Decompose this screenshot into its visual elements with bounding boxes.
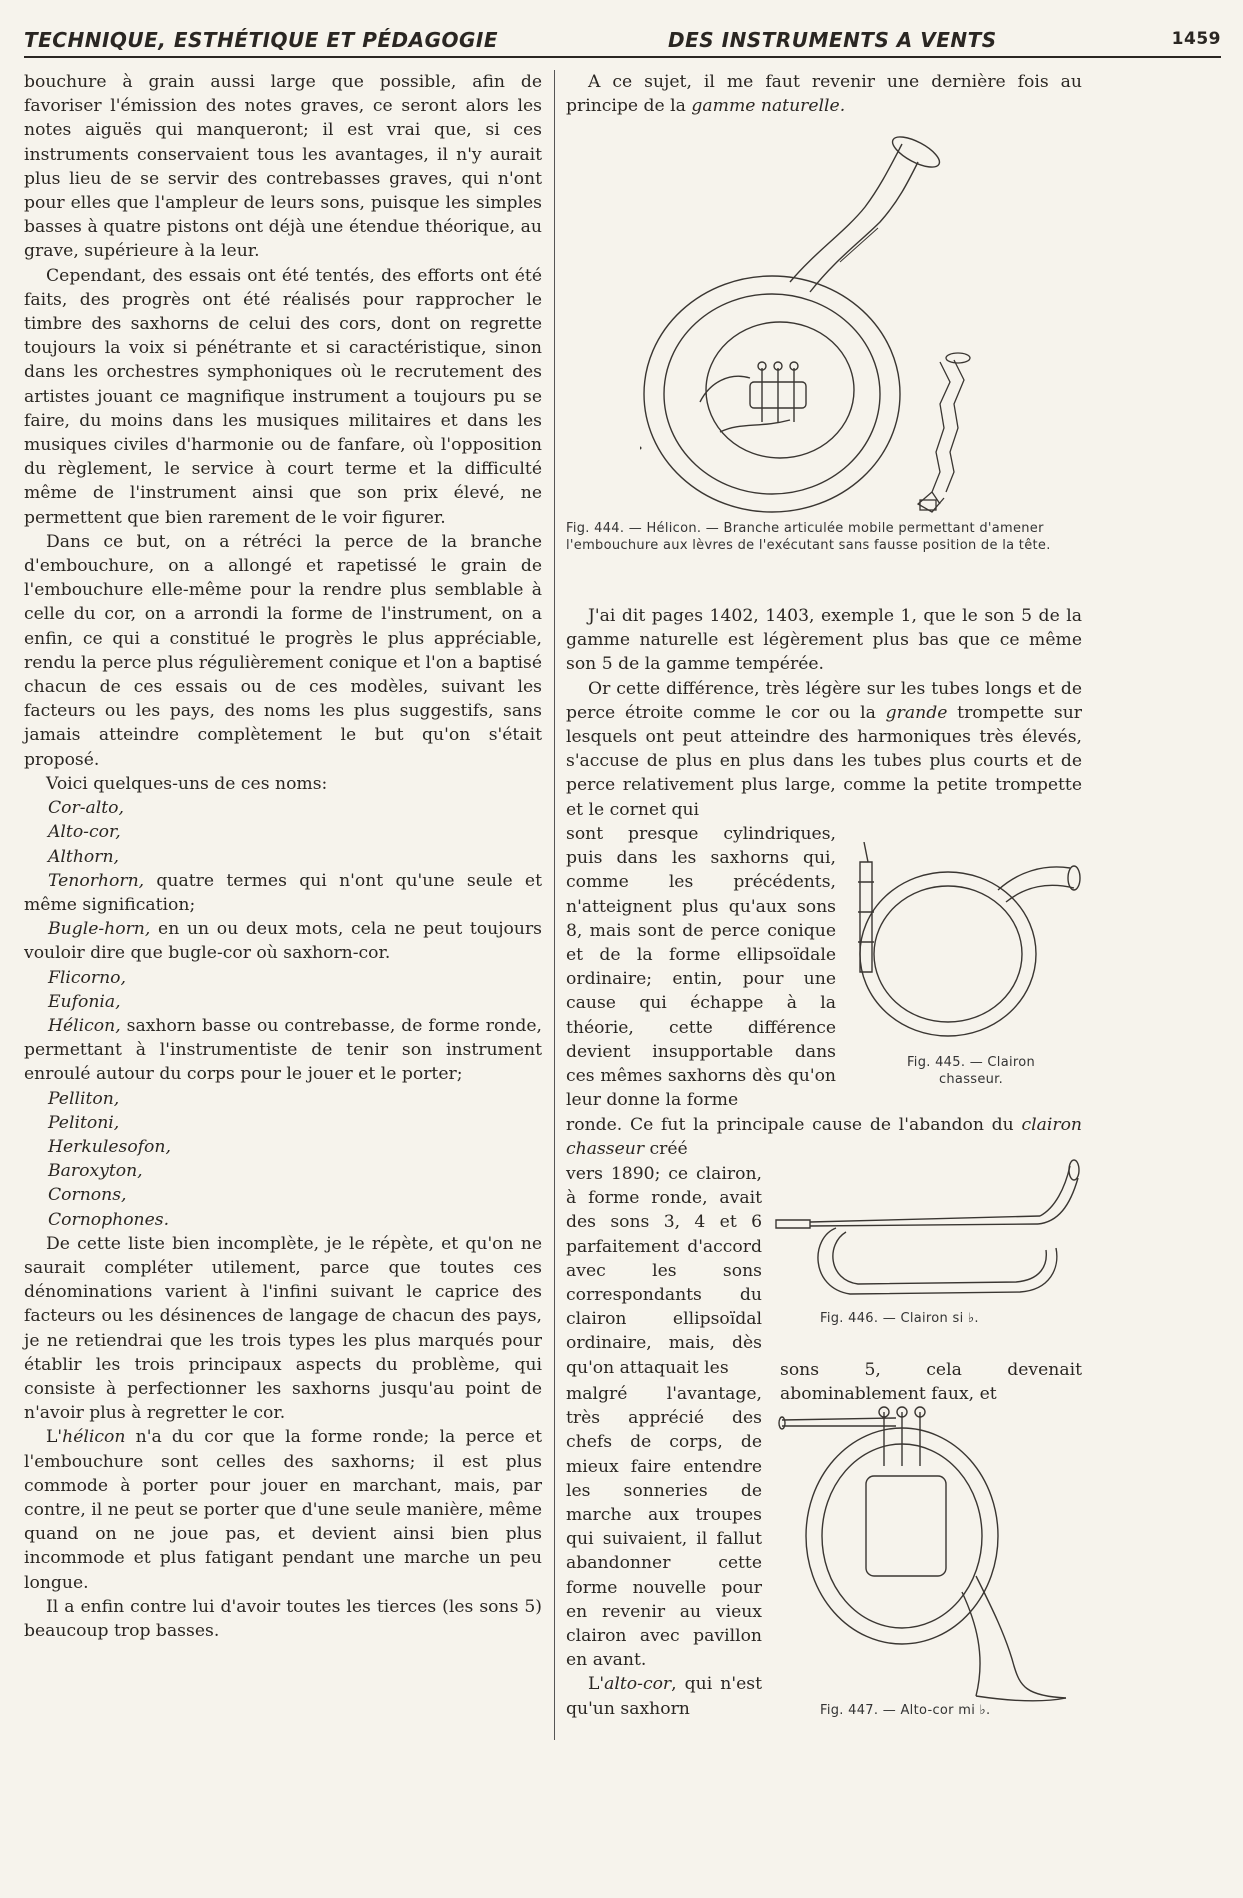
page-number: 1459 — [1171, 29, 1221, 49]
paragraph: Dans ce but, on a rétréci la perce de la branche d'embouchure, on a allongé et rapetissé le grain de l'embouchure elle-même pour la rendre plus semblable à celle du cor, on a arrondi la forme de l'instrument, on a enfin, ce qui a constitué le progrès le plus appréciable, rendu la perce plus régulièrement conique et l'on a baptisé chacun de ces essais ou de ces modèles, suivant les facteurs ou les pays, des noms les plus suggestifs, sans jamais atteindre complètement le but qu'on s'était proposé. — [24, 531, 542, 770]
text-run: trompette sur lesquels ont peut atteindre des harmoniques très élevés, s'accuse de plus en plus dans les tubes plus courts et de perce relativement plus large, comme la petite trompette et le cornet qui — [566, 702, 1082, 820]
figure-caption: Fig. 445. — Clairon chasseur. — [906, 1055, 1036, 1087]
name-list-item: Baroxyton, — [48, 1161, 143, 1182]
clairon-bflat-drawing — [770, 1158, 1080, 1308]
name-list-item — [24, 917, 542, 965]
paragraph-continuation: vers 1890; ce clairon, à forme ronde, avait des sons 3, 4 et 6 parfaitement d'accord avec les sons correspondants du clairon ellipsoïdal ordinaire, mais, dès qu'on attaquait les — [566, 1164, 762, 1378]
text-run: L' — [46, 1427, 63, 1448]
right-column-text-narrow — [566, 822, 836, 1112]
figure-caption: Fig. 447. — Alto-cor mi ♭. — [820, 1703, 991, 1718]
paragraph — [566, 70, 1082, 118]
left-column — [24, 70, 542, 1643]
text-run: créé — [644, 1139, 688, 1160]
paragraph — [566, 1672, 762, 1720]
name-term: Hélicon, — [48, 1015, 121, 1036]
name-term: Bugle-horn, — [48, 919, 151, 940]
column-divider — [554, 70, 555, 1740]
paragraph-continuation — [566, 1113, 1082, 1161]
helicon-illustration — [640, 132, 1010, 517]
header-left-title: TECHNIQUE, ESTHÉTIQUE ET PÉDAGOGIE — [24, 28, 499, 52]
header-right-title: DES INSTRUMENTS A VENTS — [668, 28, 997, 52]
paragraph — [24, 1425, 542, 1594]
name-list-item: Pelliton, — [48, 1088, 120, 1109]
name-list-item: Cor-alto, — [48, 798, 124, 819]
text-run-italic: grande — [885, 702, 948, 723]
alto-cor-drawing — [776, 1406, 1076, 1706]
text-run: L' — [588, 1674, 605, 1695]
name-list-item: Alto-cor, — [48, 822, 121, 843]
name-list-item: Cornophones. — [48, 1209, 170, 1230]
name-list-item — [24, 1014, 542, 1087]
clairon-chasseur-drawing — [848, 842, 1088, 1052]
figure-caption: Fig. 446. — Clairon si ♭. — [820, 1311, 979, 1326]
paragraph: Voici quelques-uns de ces noms: — [46, 773, 328, 794]
name-list-item: Eufonia, — [48, 991, 121, 1012]
text-run: Or cette différence, très légère sur les tubes longs et de perce étroite comme le cor ou la — [566, 678, 1082, 723]
name-list-item: Pelitoni, — [48, 1112, 120, 1133]
paragraph: Il a enfin contre lui d'avoir toutes les tierces (les sons 5) beaucoup trop basses. — [24, 1596, 542, 1641]
right-column-text — [566, 604, 1082, 822]
paragraph: Cependant, des essais ont été tentés, des efforts ont été faits, des progrès ont été réalisés pour rapprocher le timbre des saxhorns de celui des cors, dont on regrette toujours la voix si pénétrante et si caractéristique, sinon dans les orchestres symphoniques où le recrutement des artistes jouant ce magnifique instrument a toujours pu se faire, du moins dans les musiques militaires et dans les musiques civiles d'harmonie ou de fanfare, où l'opposition du règlement, le service à court terme et la difficulté même de l'instrument ainsi que son prix élevé, ne permettent que bien rarement de le voir figurer. — [24, 265, 542, 528]
right-column-text — [566, 1113, 1082, 1161]
alto-cor-illustration — [776, 1406, 1076, 1706]
paragraph-continuation: sons 5, cela devenait abominablement faux, et — [780, 1360, 1082, 1405]
right-column-text-narrow — [566, 1382, 762, 1721]
right-column-intro — [566, 70, 1082, 118]
text-run-italic: gamme naturelle. — [691, 96, 846, 117]
name-list-item: Althorn, — [48, 846, 119, 867]
clairon-chasseur-illustration — [848, 842, 1088, 1052]
helicon-drawing — [640, 132, 1010, 517]
text-run-italic: clairon chasseur — [566, 1115, 1082, 1160]
text-run-italic: hélicon — [62, 1427, 126, 1448]
name-term: Tenorhorn, — [48, 870, 145, 891]
name-list-item: Cornons, — [48, 1185, 127, 1206]
text-run-italic: alto-cor — [604, 1674, 672, 1695]
figure-caption: Fig. 444. — Hélicon. — Branche articulée mobile permettant d'amener l'embouchure aux lèvres de l'exécutant sans fausse position de la tête. — [566, 521, 1051, 553]
text-run: A ce sujet, il me faut revenir une dernière fois au principe de la — [566, 72, 1082, 117]
text-run: , qui n'est qu'un saxhorn — [566, 1674, 762, 1719]
name-list-item: Herkulesofon, — [48, 1136, 171, 1157]
name-description: en un ou deux mots, cela ne peut toujours vouloir dire que bugle-cor où saxhorn-cor. — [24, 919, 542, 964]
paragraph: J'ai dit pages 1402, 1403, exemple 1, que le son 5 de la gamme naturelle est légèrement plus bas que ce même son 5 de la gamme tempérée. — [566, 606, 1082, 675]
paragraph — [566, 677, 1082, 822]
clairon-bflat-illustration — [770, 1158, 1080, 1308]
name-list-item — [24, 869, 542, 917]
name-description: saxhorn basse ou contrebasse, de forme ronde, permettant à l'instrumentiste de tenir son instrument enroulé autour du corps pour le jouer et le porter; — [24, 1015, 542, 1085]
running-header — [24, 26, 1221, 58]
paragraph: bouchure à grain aussi large que possible, afin de favoriser l'émission des notes graves, ce seront alors les notes aiguës qui manqueront; il est vrai que, si ces instruments conservaient tous les avantages, il n'y aurait plus lieu de se servir des contrebasses graves, qui n'ont pour elles que l'ampleur de leurs sons, puisque les simples basses à quatre pistons ont déjà une étendue théorique, au grave, supérieure à la leur. — [24, 72, 542, 262]
text-run: n'a du cor que la forme ronde; la perce et l'embouchure sont celles des saxhorns; il est plus commode à porter pour jouer en marchant, mais, par contre, il ne peut se porter que d'une seule manière, même quand on ne joue pas, et devient ainsi bien plus incommode et plus fatigant pendant une marche un peu longue. — [24, 1427, 542, 1593]
paragraph-continuation: sont presque cylindriques, puis dans les saxhorns qui, comme les précédents, n'atteignent plus qu'aux sons 8, mais sont de perce conique et de la forme ellipsoïdale ordinaire; entin, pour une cause qui échappe à la théorie, cette différence devient insupportable dans ces mêmes saxhorns dès qu'on leur donne la forme — [566, 824, 836, 1111]
paragraph: De cette liste bien incomplète, je le répète, et qu'on ne saurait compléter utilement, parce que toutes ces dénominations varient à l'infini suivant le caprice des facteurs ou les désinences de langage de chacun des pays, je ne retiendrai que les trois types les plus marqués pour établir les trois principaux aspects du problème, qui consiste à perfectionner les saxhorns jusqu'au point de n'avoir plus à regretter le cor. — [24, 1233, 542, 1424]
right-column-text — [780, 1358, 1082, 1406]
text-run: ronde. Ce fut la principale cause de l'abandon du — [566, 1115, 1022, 1135]
name-list-item: Flicorno, — [48, 967, 126, 988]
paragraph-continuation: malgré l'avantage, très apprécié des chefs de corps, de mieux faire entendre les sonneries de marche aux troupes qui suivaient, il fallut abandonner cette forme nouvelle pour en revenir au vieux clairon avec pavillon en avant. — [566, 1384, 762, 1671]
name-description: quatre termes qui n'ont qu'une seule et même signification; — [24, 870, 542, 915]
right-column-text-narrow — [566, 1162, 762, 1380]
